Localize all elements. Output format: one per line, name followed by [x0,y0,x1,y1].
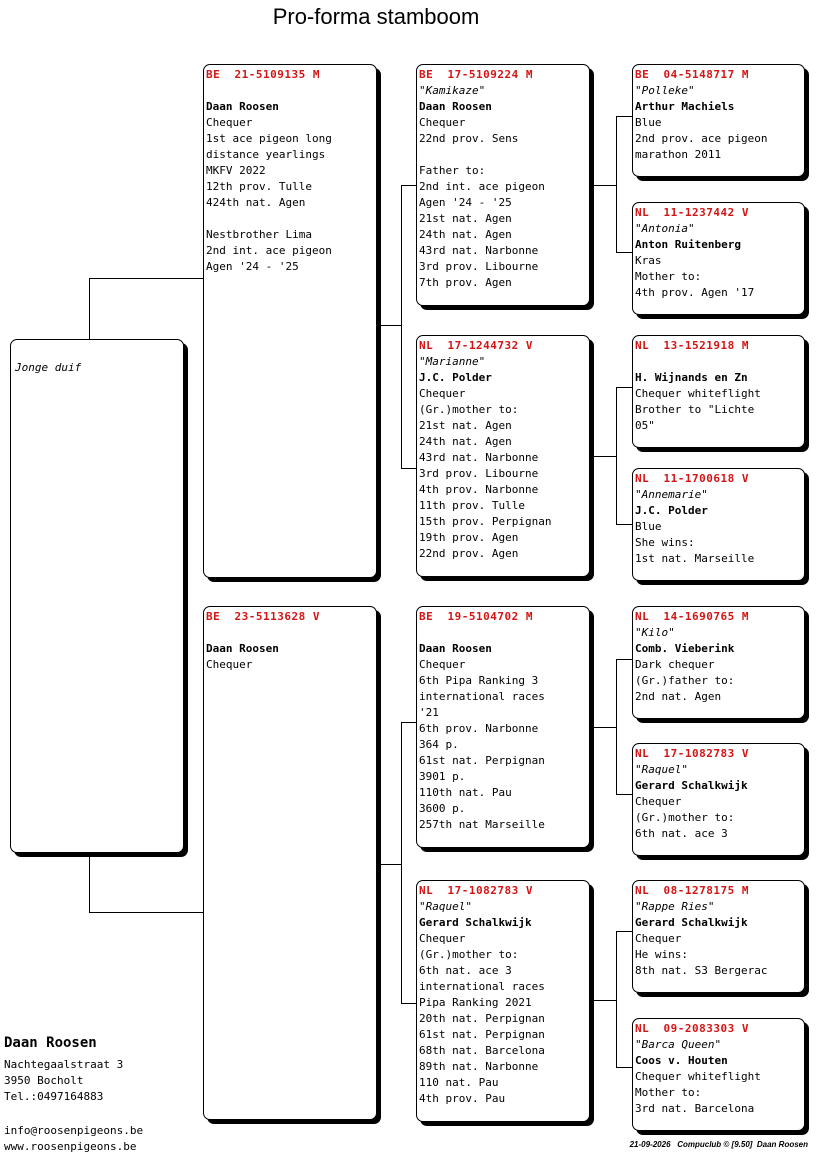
owner-contact [4,1123,143,1155]
connector [616,116,632,117]
info-line: 110 nat. Pau [419,1076,499,1089]
owner-website[interactable]: www.roosenpigeons.be [4,1140,137,1153]
ring-number: BE 23-5113628 V [206,610,320,623]
connector [89,912,205,913]
info-line: 24th nat. Agen [419,228,512,241]
connector [616,116,617,253]
breeder-name: Gerard Schalkwijk [635,916,748,929]
pedigree-card-mmf [632,880,805,993]
info-line: 424th nat. Agen [206,196,306,209]
info-line: 364 p. [419,738,459,751]
pedigree-card-fmf [632,335,805,448]
info-line: 05" [635,419,655,432]
info-line: 20th nat. Perpignan [419,1012,545,1025]
info-line: (Gr.)mother to: [419,403,519,416]
info-line: 7th prov. Agen [419,276,512,289]
subject-card [10,339,184,853]
info-line: 3rd prov. Libourne [419,260,539,273]
breeder-name: Daan Roosen [419,642,492,655]
ring-number: NL 17-1082783 V [419,884,533,897]
breeder-name: Coos v. Houten [635,1054,728,1067]
owner-block [4,1035,123,1105]
connector [401,468,417,469]
ring-number: NL 11-1700618 V [635,472,749,485]
pigeon-name [419,625,589,641]
ring-number: NL 09-2083303 V [635,1022,749,1035]
info-line: 3901 p. [419,770,466,783]
info-line: Chequer [206,116,253,129]
info-line: 61st nat. Perpignan [419,754,545,767]
pedigree-card-mother [203,606,377,1120]
info-line: 43rd nat. Narbonne [419,451,539,464]
info-line: Agen '24 - '25 [206,260,299,273]
breeder-name: Comb. Vieberink [635,642,735,655]
info-line: '21 [419,706,439,719]
pedigree-card-mff [632,606,805,719]
pedigree-card-mfm [632,743,805,856]
info-line: 22nd prov. Sens [419,132,519,145]
pedigree-card-fm [416,335,590,577]
info-line: 43rd nat. Narbonne [419,244,539,257]
info-line: Chequer [419,116,466,129]
info-line: Chequer [419,387,466,400]
info-line: 22nd prov. Agen [419,547,519,560]
ring-number: NL 08-1278175 M [635,884,749,897]
info-line: 4th prov. Narbonne [419,483,539,496]
ring-number: BE 04-5148717 M [635,68,749,81]
info-line: 89th nat. Narbonne [419,1060,539,1073]
pigeon-name: "Annemarie" [635,488,708,501]
pigeon-name: "Kilo" [635,626,675,639]
connector [616,1067,632,1068]
info-line: She wins: [635,536,695,549]
info-line: Chequer [419,658,466,671]
breeder-name: Anton Ruitenberg [635,238,741,251]
connector [616,524,632,525]
connector [616,387,632,388]
info-line: marathon 2011 [635,148,722,161]
pigeon-name [206,625,376,641]
info-line: 2nd int. ace pigeon [419,180,545,193]
subject-label: Jonge duif [15,361,82,374]
breeder-name: Gerard Schalkwijk [635,779,748,792]
info-line: 6th Pipa Ranking 3 [419,674,539,687]
connector [376,325,402,326]
info-line: Kras [635,254,662,267]
info-line: 61st nat. Perpignan [419,1028,545,1041]
info-line: 6th nat. ace 3 [419,964,512,977]
pigeon-name [206,83,376,99]
info-line: MKFV 2022 [206,164,266,177]
info-line [419,147,589,163]
pedigree-card-ffm [632,202,805,315]
breeder-name: Daan Roosen [206,642,279,655]
info-line: 3rd prov. Libourne [419,467,539,480]
pigeon-name [635,354,804,370]
connector [401,722,402,1004]
pigeon-name: "Raquel" [635,763,688,776]
connector [401,1003,417,1004]
info-line: Chequer [419,932,466,945]
pedigree-card-mf [416,606,590,848]
pigeon-name: "Kamikaze" [419,84,486,97]
footer-stamp: 21-09-2026 Compuclub © [9.50] Daan Roosen [629,1140,808,1149]
owner-email[interactable]: info@roosenpigeons.be [4,1124,144,1137]
connector [616,659,632,660]
info-line: Blue [635,520,662,533]
pigeon-name: "Raquel" [419,900,472,913]
ring-number: NL 17-1082783 V [635,747,749,760]
connector [376,864,402,865]
info-line: international races [419,980,545,993]
owner-phone: Tel.:0497164883 [4,1090,104,1103]
info-line: Brother to "Lichte [635,403,755,416]
breeder-name: H. Wijnands en Zn [635,371,748,384]
info-line: Chequer [635,932,682,945]
pedigree-card-mmm [632,1018,805,1131]
pedigree-card-ff [416,64,590,306]
info-line: Chequer whiteflight [635,387,761,400]
pedigree-card-fff [632,64,805,177]
ring-number: NL 14-1690765 M [635,610,749,623]
pedigree-card-mm [416,880,590,1122]
info-line: 110th nat. Pau [419,786,512,799]
breeder-name: J.C. Polder [635,504,708,517]
connector [589,185,617,186]
pedigree-card-fmm [632,468,805,581]
info-line: 8th nat. S3 Bergerac [635,964,768,977]
info-line: Mother to: [635,270,702,283]
ring-number: BE 17-5109224 M [419,68,533,81]
owner-city: 3950 Bocholt [4,1074,84,1087]
info-line: Nestbrother Lima [206,228,312,241]
info-line: 3rd nat. Barcelona [635,1102,755,1115]
connector [89,278,205,279]
connector [616,659,617,795]
ring-number: NL 11-1237442 V [635,206,749,219]
connector [616,931,617,1068]
breeder-name: Daan Roosen [419,100,492,113]
connector [589,456,617,457]
info-line: Chequer [635,795,682,808]
info-line: (Gr.)mother to: [419,948,519,961]
info-line: 11th prov. Tulle [419,499,525,512]
info-line: 12th prov. Tulle [206,180,312,193]
info-line: Mother to: [635,1086,702,1099]
info-line: Father to: [419,164,486,177]
pigeon-name: "Marianne" [419,355,486,368]
ring-number: BE 21-5109135 M [206,68,320,81]
info-line: He wins: [635,948,688,961]
connector [401,185,402,469]
connector [616,931,632,932]
ring-number: NL 17-1244732 V [419,339,533,352]
info-line: 257th nat Marseille [419,818,545,831]
owner-name: Daan Roosen [4,1035,97,1051]
connector [616,252,632,253]
ring-number: NL 13-1521918 M [635,339,749,352]
info-line: (Gr.)mother to: [635,811,735,824]
info-line: 2nd nat. Agen [635,690,722,703]
info-line: distance yearlings [206,148,326,161]
info-line: 2nd int. ace pigeon [206,244,332,257]
info-line: 1st nat. Marseille [635,552,755,565]
info-line: 21st nat. Agen [419,212,512,225]
connector [589,727,617,728]
connector [616,794,632,795]
info-line: Chequer whiteflight [635,1070,761,1083]
info-line: 19th prov. Agen [419,531,519,544]
info-line: 24th nat. Agen [419,435,512,448]
breeder-name: Arthur Machiels [635,100,735,113]
pigeon-name: "Barca Queen" [635,1038,722,1051]
connector [616,387,617,525]
connector [401,722,417,723]
connector [89,852,90,913]
info-line: 68th nat. Barcelona [419,1044,545,1057]
info-line: 15th prov. Perpignan [419,515,552,528]
pigeon-name: "Antonia" [635,222,695,235]
breeder-name: J.C. Polder [419,371,492,384]
info-line: 3600 p. [419,802,466,815]
connector [401,185,417,186]
page-title: Pro-forma stamboom [272,4,480,29]
breeder-name: Gerard Schalkwijk [419,916,532,929]
info-line: Pipa Ranking 2021 [419,996,532,1009]
info-line: 4th prov. Agen '17 [635,286,755,299]
info-line: 6th prov. Narbonne [419,722,539,735]
pigeon-name: "Polleke" [635,84,695,97]
info-line: Chequer [206,658,253,671]
breeder-name: Daan Roosen [206,100,279,113]
connector [589,1000,617,1001]
info-line: 21st nat. Agen [419,419,512,432]
info-line [206,211,376,227]
info-line: Blue [635,116,662,129]
owner-street: Nachtegaalstraat 3 [4,1058,124,1071]
pedigree-card-father [203,64,377,578]
info-line: international races [419,690,545,703]
info-line: 4th prov. Pau [419,1092,506,1105]
info-line: Agen '24 - '25 [419,196,512,209]
ring-number: BE 19-5104702 M [419,610,533,623]
info-line: 2nd prov. ace pigeon [635,132,768,145]
info-line: Dark chequer [635,658,715,671]
info-line: 1st ace pigeon long [206,132,332,145]
pigeon-name: "Rappe Ries" [635,900,715,913]
info-line: 6th nat. ace 3 [635,827,728,840]
connector [89,278,90,340]
info-line: (Gr.)father to: [635,674,735,687]
